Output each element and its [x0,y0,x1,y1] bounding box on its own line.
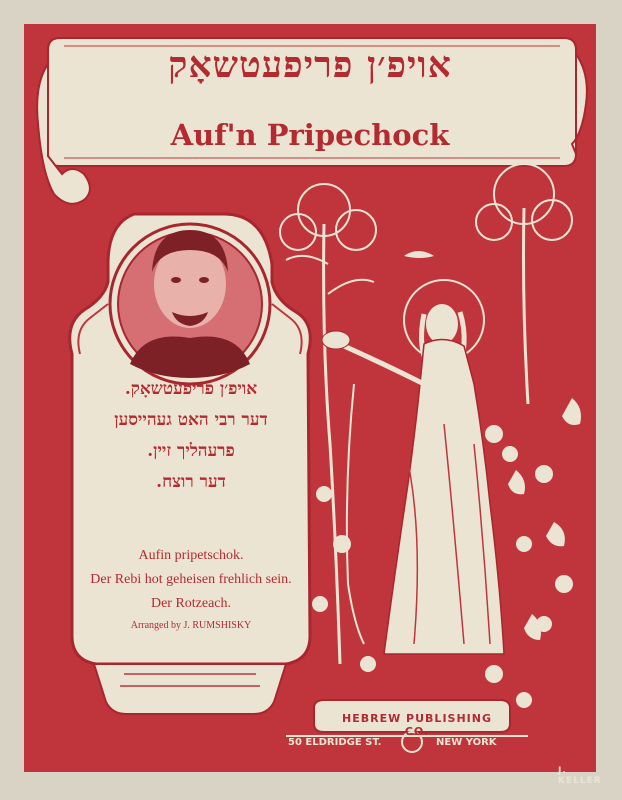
hebrew-content-line: דער רוצח. [156,472,226,492]
latin-content-line: Der Rotzeach. [150,596,232,611]
hebrew-title: אויפ׳ן פריפעטשאָק [168,44,452,86]
publisher-city: NEW YORK [436,737,497,748]
latin-content-line: Der Rebi hot geheisen frehlich sein. [90,572,292,587]
cover-illustration [24,24,602,786]
latin-content-line: Aufin pripetschok. [138,548,244,563]
publisher-street: 50 ELDRIDGE ST. [288,737,382,748]
composer-portrait [110,224,270,384]
hebrew-content-line: פרעהליך זיין. [147,441,235,461]
maiden-figure [322,280,504,654]
artist-signature: J. KELLER [558,766,602,786]
arranger-name: J. RUMSHISKY [183,620,252,631]
hebrew-content-line: דער רבי האט געהייסען [114,410,268,430]
latin-title: Auf'n Pripechock [170,118,450,152]
arranger-credit [76,620,306,631]
publisher-name: HEBREW PUBLISHING CO. [342,712,492,738]
latin-contents [76,544,306,631]
hebrew-contents [76,374,306,498]
arranger-prefix: Arranged by [130,620,181,631]
hebrew-content-line: אויפ׳ן פריפעטשאָק. [124,379,258,399]
